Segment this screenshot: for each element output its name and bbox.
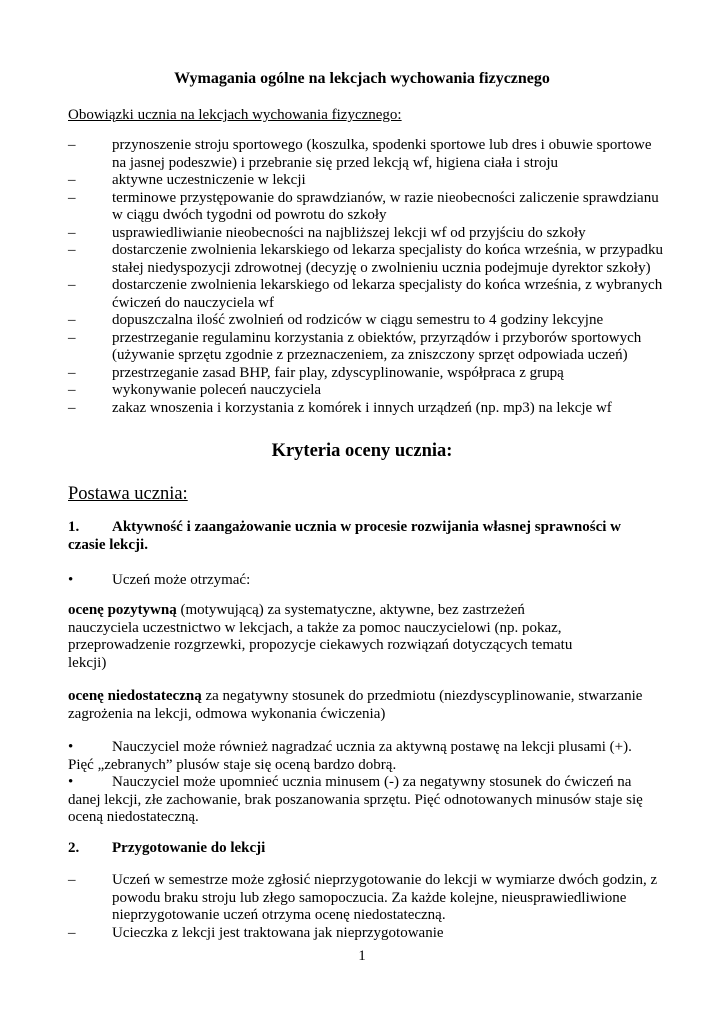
list-item: – dopuszczalna ilość zwolnień od rodziców w ciągu semestru to 4 godziny lekcyjne [68, 312, 604, 328]
list-item: – terminowe przystępowanie do sprawdzianów, w razie nieobecności zaliczenie sprawdzianu w ciągu dwóch tygodni od powrotu do szkoły [68, 189, 659, 223]
document-title: Wymagania ogólne na lekcjach wychowania fizycznego [174, 70, 550, 87]
criteria-heading: Kryteria oceny ucznia: [271, 441, 453, 461]
section-2-title: 2. Przygotowanie do lekcji [68, 840, 266, 856]
list-item: – Ucieczka z lekcji jest traktowana jak nieprzygotowanie [68, 924, 444, 941]
uczen-moze-line: • Uczeń może otrzymać: [68, 572, 251, 588]
ocena-niedostateczna-paragraph: ocenę niedostateczną za negatywny stosunek do przedmiotu (niezdyscyplinowanie, stwarzanie zagrożenia na lekcji, odmowa wykonania ćwiczenia) [68, 688, 643, 722]
plusy-paragraph: • Nauczyciel może również nagradzać ucznia za aktywną postawę na lekcji plusami (+). Pięć „zebranych” plusów staje się oceną bardzo dobrą. • Nauczyciel może upomnieć ucznia minusem (-) za negatywny stosunek do ćwiczeń na danej lekcji, złe zachowanie, brak poszanowania sprzętu. Pięć odnotowanych minusów staje się oceną niedostateczną. [68, 739, 643, 825]
list-item: – usprawiedliwianie nieobecności na najbliższej lekcji wf od przyjściu do szkoły [68, 224, 586, 241]
list-item: – wykonywanie poleceń nauczyciela [68, 382, 322, 398]
list-item: – dostarczenie zwolnienia lekarskiego od lekarza specjalisty do końca września, z wybranych ćwiczeń do nauczyciela wf [68, 277, 663, 311]
list-item: – przestrzeganie regulaminu korzystania z obiektów, przyrządów i przyborów sportowych (używanie sprzętu zgodnie z przeznaczeniem, za zniszczony sprzęt odpowiada uczeń) [68, 329, 642, 363]
prep-list-wrapper [68, 872, 658, 942]
list-item: – przynoszenie stroju sportowego (koszulka, spodenki sportowe lub dres i obuwie sportowe na jasnej podeszwie) i przebranie się przed lekcją wf, higiena ciała i stroju [68, 137, 652, 171]
section-1-title: 1. Aktywność i zaangażowanie ucznia w procesie rozwijania własnej sprawności w czasie lekcji. [68, 519, 622, 553]
list-item: – dostarczenie zwolnienia lekarskiego od lekarza specjalisty do końca września, w przypadku stałej niedyspozycji zdrowotnej (decyzję o zwolnieniu ucznia podejmuje dyrektor szkoły) [68, 242, 664, 276]
postawa-heading: Postawa ucznia: [68, 484, 188, 504]
list-item: – przestrzeganie zasad BHP, fair play, zdyscyplinowanie, współpraca z grupą [68, 364, 564, 381]
ocena-pozytywna-paragraph: ocenę pozytywną (motywującą) za systematyczne, aktywne, bez zastrzeżeń nauczyciela uczestnictwo w lekcjach, a także za pomoc nauczycielowi (np. pokaz, przeprowadzenie rozgrzewki, propozycje ciekawych rozwiązań dotyczących tematu lekcji) [68, 602, 573, 671]
list-item: – aktywne uczestniczenie w lekcji [68, 172, 306, 188]
list-item: – Uczeń w semestrze może zgłosić nieprzygotowanie do lekcji w wymiarze dwóch godzin, z powodu braku stroju lub złego samopoczucia. Za każde kolejne, nieusprawiedliwione nieprzygotowanie uczeń otrzyma ocenę niedostateczną. [68, 872, 658, 923]
prep-list [68, 872, 658, 942]
duties-list [68, 137, 668, 417]
duties-heading: Obowiązki ucznia na lekcjach wychowania fizycznego: [68, 107, 402, 123]
list-item: – zakaz wnoszenia i korzystania z komórek i innych urządzeń (np. mp3) na lekcje wf [68, 399, 612, 416]
page-number: 1 [358, 948, 366, 964]
